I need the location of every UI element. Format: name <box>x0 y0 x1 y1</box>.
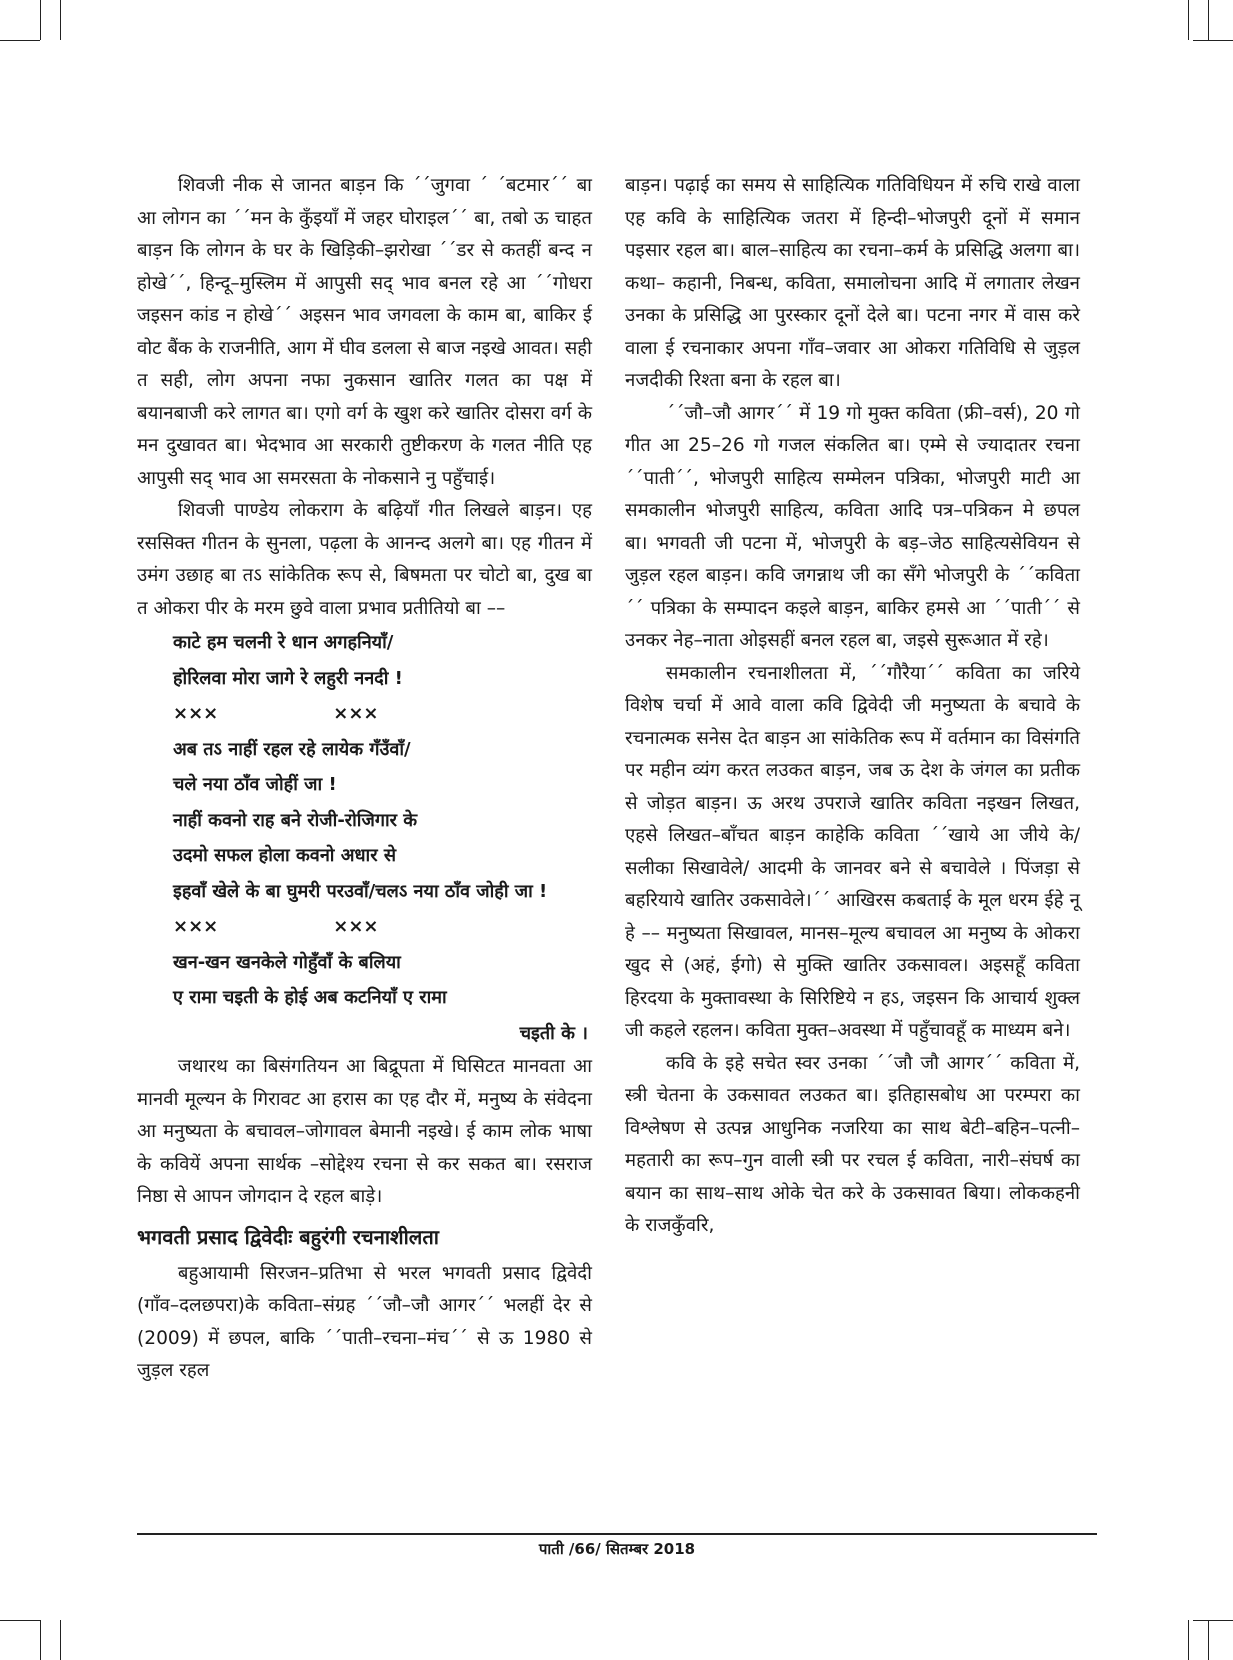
poem-separator <box>173 696 592 732</box>
separator-mark: ××× <box>333 703 379 724</box>
poem-excerpt <box>173 625 592 1051</box>
paragraph: बाड़न। पढ़ाई का समय से साहित्यिक गतिविधियन में रुचि राखे वाला एह कवि के साहित्यिक जतरा में हिन्दी–भोजपुरी दूनों में समान पइसार रहल बा। बाल–साहित्य का रचना–कर्म के प्रसिद्धि अलगा बा। कथा– कहानी, निबन्ध, कविता, समालोचना आदि में लगातार लेखन उनका के प्रसिद्धि आ पुरस्कार दूनों देले बा। पटना नगर में वास करे वाला ई रचनाकार अपना गाँव–जवार आ ओकरा गतिविधि से जुड़ल नजदीकी रिश्ता बना के रहल बा। <box>625 175 1080 391</box>
crop-mark <box>40 1620 41 1660</box>
right-column <box>625 170 1080 1243</box>
crop-mark <box>1188 1620 1189 1660</box>
poem-line: काटे हम चलनी रे धान अगहनियाँ/ <box>173 632 394 653</box>
crop-mark <box>1193 40 1233 41</box>
poem-line: उदमो सफल होला कवनो अधार से <box>173 845 397 866</box>
paragraph: शिवजी पाण्डेय लोकराग के बढ़ियाँ गीत लिखले बाड़न। एह रससिक्त गीतन के सुनला, पढ़ला के आनन्द अलगे बा। एह गीतन में उमंग उछाह बा तऽ सांकेतिक रूप से, बिषमता पर चोटो बा, दुख बा त ओकरा पीर के मरम छुवे वाला प्रभाव प्रतीतियो बा –– <box>137 500 592 619</box>
poem-line: नाहीं कवनो राह बने रोजी-रोजिगार के <box>173 809 418 831</box>
paragraph: समकालीन रचनाशीलता में, ´´गौरैया´´ कविता का जरिये विशेष चर्चा में आवे वाला कवि द्विवेदी जी मनुष्यता के बचावे के रचनात्मक सनेस देत बाड़न आ सांकेतिक रूप में वर्तमान का विसंगति पर महीन व्यंग करत लउकत बाड़न, जब ऊ देश के जंगल का प्रतीक से जोड़त बाड़न। ऊ अरथ उपराजे खातिर कविता नइखन लिखत, एहसे लिखत–बाँचत बाड़न काहेकि कविता ´´खाये आ जीये के/ सलीका सिखावेले/ आदमी के जानवर बने से बचावेले । पिंजड़ा से बहरियाये खातिर उकसावेले।´´ आखिरस कबताई के मूल धरम ईहे नू हे –– मनुष्यता सिखावल, मानस–मूल्य बचावल आ मनुष्य के ओकरा खुद से (अहं, ईगो) से मुक्ति खातिर उकसावल। अइसहूँ कविता हिरदया के मुक्तावस्था के सिरिष्टिये न हऽ, जइसन कि आचार्य शुक्ल जी कहले रहलन। कविता मुक्त–अवस्था में पहुँचावहूँ क माध्यम बने। <box>625 662 1080 1041</box>
separator-mark: ××× <box>333 916 379 937</box>
crop-mark <box>60 1620 61 1660</box>
paragraph: बहुआयामी सिरजन–प्रतिभा से भरल भगवती प्रसाद द्विवेदी (गाँव–दलछपरा)के कविता–संग्रह ´´जौ–जौ आगर´´ भलहीं देर से (2009) में छपल, बाकि ´´पाती–रचना–मंच´´ से ऊ 1980 से जुड़ल रहल <box>137 1262 592 1381</box>
poem-line: चले नया ठाँव जोहीं जा ! <box>173 774 337 795</box>
separator-mark: ××× <box>173 703 219 724</box>
crop-mark <box>1208 0 1209 40</box>
paragraph: जथारथ का बिसंगतियन आ बिद्रूपता में घिसिटत मानवता आ मानवी मूल्यन के गिरावट आ हरास का एह दौर में, मनुष्य के संवेदना आ मनुष्यता के बचावल–जोगावल बेमानी नइखे। ई काम लोक भाषा के कवियें अपना सार्थक –सोद्देश्य रचना से कर सकत बा। रसराज निष्ठा से आपन जोगदान दे रहल बाड़े। <box>137 1056 592 1207</box>
crop-mark <box>60 0 61 40</box>
poem-separator <box>173 909 592 945</box>
crop-mark <box>1193 1620 1233 1621</box>
crop-mark <box>0 40 40 41</box>
footer-rule <box>137 1533 1097 1535</box>
separator-mark: ××× <box>173 916 219 937</box>
paragraph: शिवजी नीक से जानत बाड़न कि ´´जुगवा ´ ´बटमार´´ बा आ लोगन का ´´मन के कुँइयाँ में जहर घोराइल´´ बा, तबो ऊ चाहत बाड़न कि लोगन के घर के खिड़िकी–झरोखा ´´डर से कतहीं बन्द न होखे´´, हिन्दू–मुस्लिम में आपुसी सद् भाव बनल रहे आ ´´गोधरा जइसन कांड न होखे´´ अइसन भाव जगवला के काम बा, बाकिर ई वोट बैंक के राजनीति, आग में घीव डलला से बाज नइखे आवत। सही त सही, लोग अपना नफा नुकसान खातिर गलत का पक्ष में बयानबाजी करे लागत बा। एगो वर्ग के खुश करे खातिर दोसरा वर्ग के मन दुखावत बा। भेदभाव आ सरकारी तुष्टीकरण के गलत नीति एह आपुसी सद् भाव आ समरसता के नोकसाने नु पहुँचाई। <box>137 175 592 489</box>
poem-line: अब तऽ नाहीं रहल रहे लायेक गँउँवाँ/ <box>173 738 411 760</box>
paragraph: कवि के इहे सचेत स्वर उनका ´´जौ जौ आगर´´ कविता में, स्त्री चेतना के उकसावत लउकत बा। इतिहासबोध आ परम्परा का विश्लेषण से उत्पन्न आधुनिक नजरिया का साथ बेटी–बहिन–पत्नी–महतारी का रूप–गुन वाली स्त्री पर रचल ई कविता, नारी–संघर्ष का बयान का साथ–साथ ओके चेत करे के उकसावत बिया। लोककहनी के राजकुँवरि, <box>625 1052 1080 1236</box>
section-heading: भगवती प्रसाद द्विवेदीः बहुरंगी रचनाशीलता <box>137 1224 439 1249</box>
left-column <box>137 170 592 1388</box>
poem-line: चइती के । <box>519 1022 588 1044</box>
crop-mark <box>1208 1620 1209 1660</box>
crop-mark <box>0 1620 40 1621</box>
page-footer: पाती /66/ सितम्बर 2018 <box>538 1540 696 1558</box>
crop-mark <box>40 0 41 40</box>
poem-line: इहवाँ खेले के बा घुमरी परउवाँ/चलऽ नया ठाँव जोही जा ! <box>173 880 548 902</box>
paragraph: ´´जौ–जौ आगर´´ में 19 गो मुक्त कविता (फ्री–वर्स), 20 गो गीत आ 25–26 गो गजल संकलित बा। एम्मे से ज्यादातर रचना ´´पाती´´, भोजपुरी साहित्य सम्मेलन पत्रिका, भोजपुरी माटी आ समकालीन भोजपुरी साहित्य, कविता आदि पत्र–पत्रिकन मे छपल बा। भगवती जी पटना में, भोजपुरी के बड़–जेठ साहित्यसेवियन से जुड़ल रहल बाड़न। कवि जगन्नाथ जी का सँगे भोजपुरी के ´´कविता´´ पत्रिका के सम्पादन कइले बाड़न, बाकिर हमसे आ ´´पाती´´ से उनकर नेह–नाता ओइसहीं बनल रहल बा, जइसे सुरूआत में रहे। <box>625 402 1080 651</box>
poem-line: ए रामा चइती के होई अब कटनियाँ ए रामा <box>173 987 447 1008</box>
poem-line: होरिलवा मोरा जागे रे लहुरी ननदी ! <box>173 667 403 689</box>
crop-mark <box>1188 0 1189 40</box>
poem-line: खन-खन खनकेले गोहुँवाँ के बलिया <box>173 951 401 973</box>
